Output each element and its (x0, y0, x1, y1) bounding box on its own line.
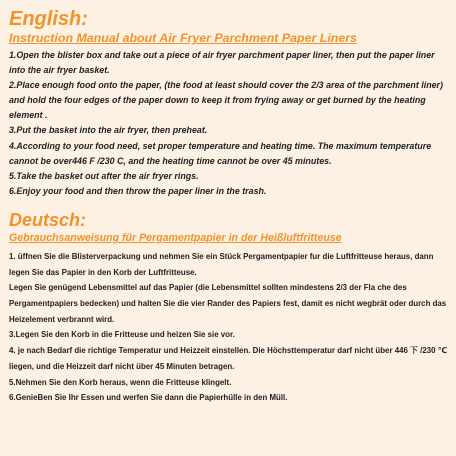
deutsch-step-3: 3.Legen Sie den Korb in die Fritteuse und heizen Sie sie vor. (9, 330, 235, 340)
english-section (9, 8, 448, 199)
english-step-5: 5.Take the basket out after the air fryer rings. (9, 170, 199, 181)
english-step-1: 1.Open the blister box and take out a piece of air fryer parchment paper liner, then put the paper liner into the air fryer basket. (9, 50, 435, 76)
deutsch-section (9, 210, 448, 406)
english-subtitle: Instruction Manual about Air Fryer Parchment Paper Liners (9, 31, 357, 45)
english-step-6: 6.Enjoy your food and then throw the paper liner in the trash. (9, 185, 267, 196)
deutsch-subtitle: Gebrauchsanweisung für Pergamentpapier in der Heißluftfritteuse (9, 231, 342, 244)
deutsch-heading: Deutsch: (9, 209, 87, 230)
deutsch-step-6: 6.GenieBen Sie Ihr Essen und werfen Sie dann die Papierhülle in den Müll. (9, 393, 288, 403)
deutsch-step-2: Legen Sie genügend Lebensmittel auf das Papier (die Lebensmittel sollten mindestens 2/3 der Fla che des Pergamentpapiers bedecken) und halten Sie die vier Rander des Papiers fest, damit es nicht wegbrät oder durch das Heizelement verbrannt wird. (9, 283, 447, 324)
english-steps (9, 48, 448, 199)
english-heading: English: (9, 8, 88, 30)
english-step-2: 2.Place enough food onto the paper, (the food at least should cover the 2/3 area of the parchment liner) and hold the four edges of the paper down to keep it from frying away or get burned by the heating element . (9, 80, 443, 121)
deutsch-step-5: 5.Nehmen Sie den Korb heraus, wenn die Fritteuse klingelt. (9, 377, 232, 387)
english-step-4: 4.According to your food need, set proper temperature and heating time. The maximum temperature cannot be over446 F /230 C, and the heating time cannot be over 45 minutes. (9, 140, 432, 166)
deutsch-step-1: 1. üffnen Sie die Blisterverpackung und nehmen Sie ein Stück Pergamentpapier fur die Luftfritteuse heraus, dann legen Sie das Papier in den Korb der Luftfritteuse. (9, 251, 434, 277)
deutsch-steps (9, 249, 448, 406)
english-step-3: 3.Put the basket into the air fryer, then preheat. (9, 125, 208, 136)
deutsch-step-4: 4. je nach Bedarf die richtige Temperatur und Heizzeit einstellen. Die Höchsttemperatur darf nicht über 446 下 /230 ℃ liegen, und die Heizzeit darf nicht über 45 Minuten betragen. (9, 346, 448, 371)
